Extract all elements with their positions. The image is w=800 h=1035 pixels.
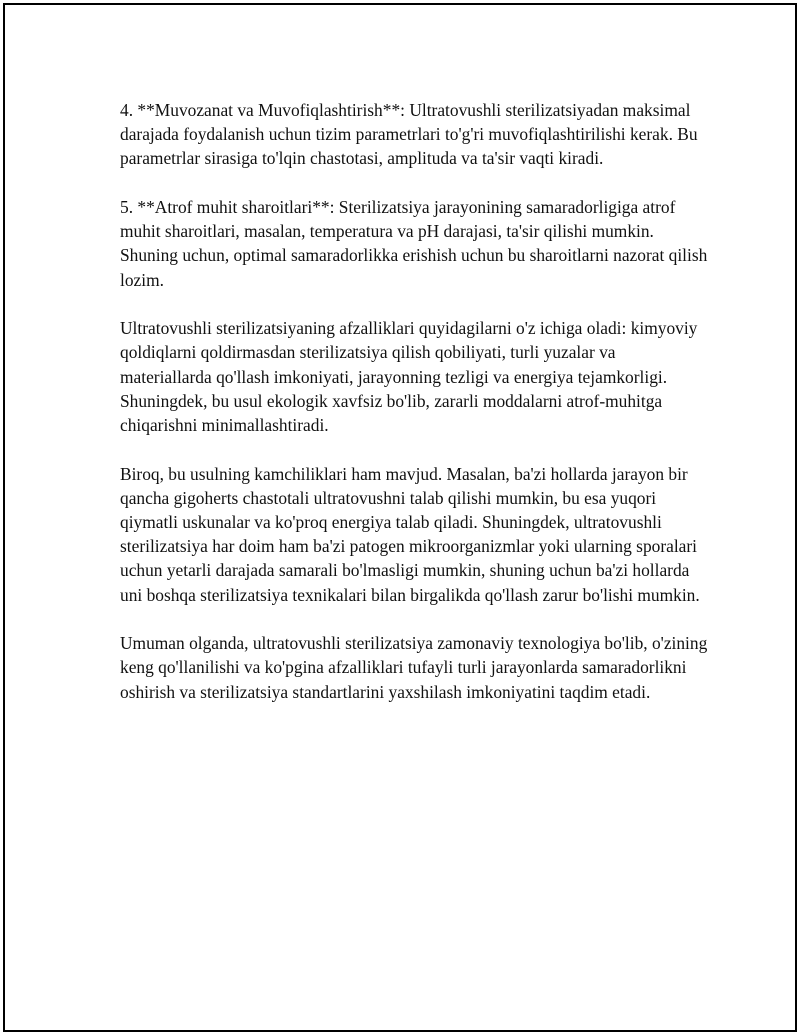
paragraph-balance-coordination: 4. **Muvozanat va Muvofiqlashtirish**: Ultratovushli sterilizatsiyadan maksimal darajada foydalanish uchun tizim parametrlari to'g'ri muvofiqlashtirilishi kerak. Bu parametrlar sirasiga to'lqin chastotasi, amplituda va ta'sir vaqti kiradi. <box>120 100 698 169</box>
document-body <box>120 98 710 728</box>
document-page <box>3 3 797 1032</box>
paragraph-conclusion: Umuman olganda, ultratovushli sterilizatsiya zamonaviy texnologiya bo'lib, o'zining keng qo'llanilishi va ko'pgina afzalliklari tufayli turli jarayonlarda samaradorlikni oshirish va sterilizatsiya standartlarini yaxshilash imkoniyatini taqdim etadi. <box>120 633 708 702</box>
paragraph-environment-conditions: 5. **Atrof muhit sharoitlari**: Sterilizatsiya jarayonining samaradorligiga atrof muhit sharoitlari, masalan, temperatura va pH darajasi, ta'sir qilishi mumkin. Shuning uchun, optimal samaradorlikka erishish uchun bu sharoitlarni nazorat qilish lozim. <box>120 197 708 290</box>
paragraph-advantages: Ultratovushli sterilizatsiyaning afzalliklari quyidagilarni o'z ichiga oladi: kimyoviy qoldiqlarni qoldirmasdan sterilizatsiya qilish qobiliyati, turli yuzalar va materiallarda qo'llash imkoniyati, jarayonning tezligi va energiya tejamkorligi. Shuningdek, bu usul ekologik xavfsiz bo'lib, zararli moddalarni atrof-muhitga chiqarishni minimallashtiradi. <box>120 318 698 436</box>
paragraph-disadvantages: Biroq, bu usulning kamchiliklari ham mavjud. Masalan, ba'zi hollarda jarayon bir qancha gigoherts chastotali ultratovushni talab qilishi mumkin, bu esa yuqori qiymatli uskunalar va ko'proq energiya talab qiladi. Shuningdek, ultratovushli sterilizatsiya har doim ham ba'zi patogen mikroorganizmlar yoki ularning sporalari uchun yetarli darajada samarali bo'lmasligi mumkin, shuning uchun ba'zi hollarda uni boshqa sterilizatsiya texnikalari bilan birgalikda qo'llash zarur bo'lishi mumkin. <box>120 463 700 605</box>
